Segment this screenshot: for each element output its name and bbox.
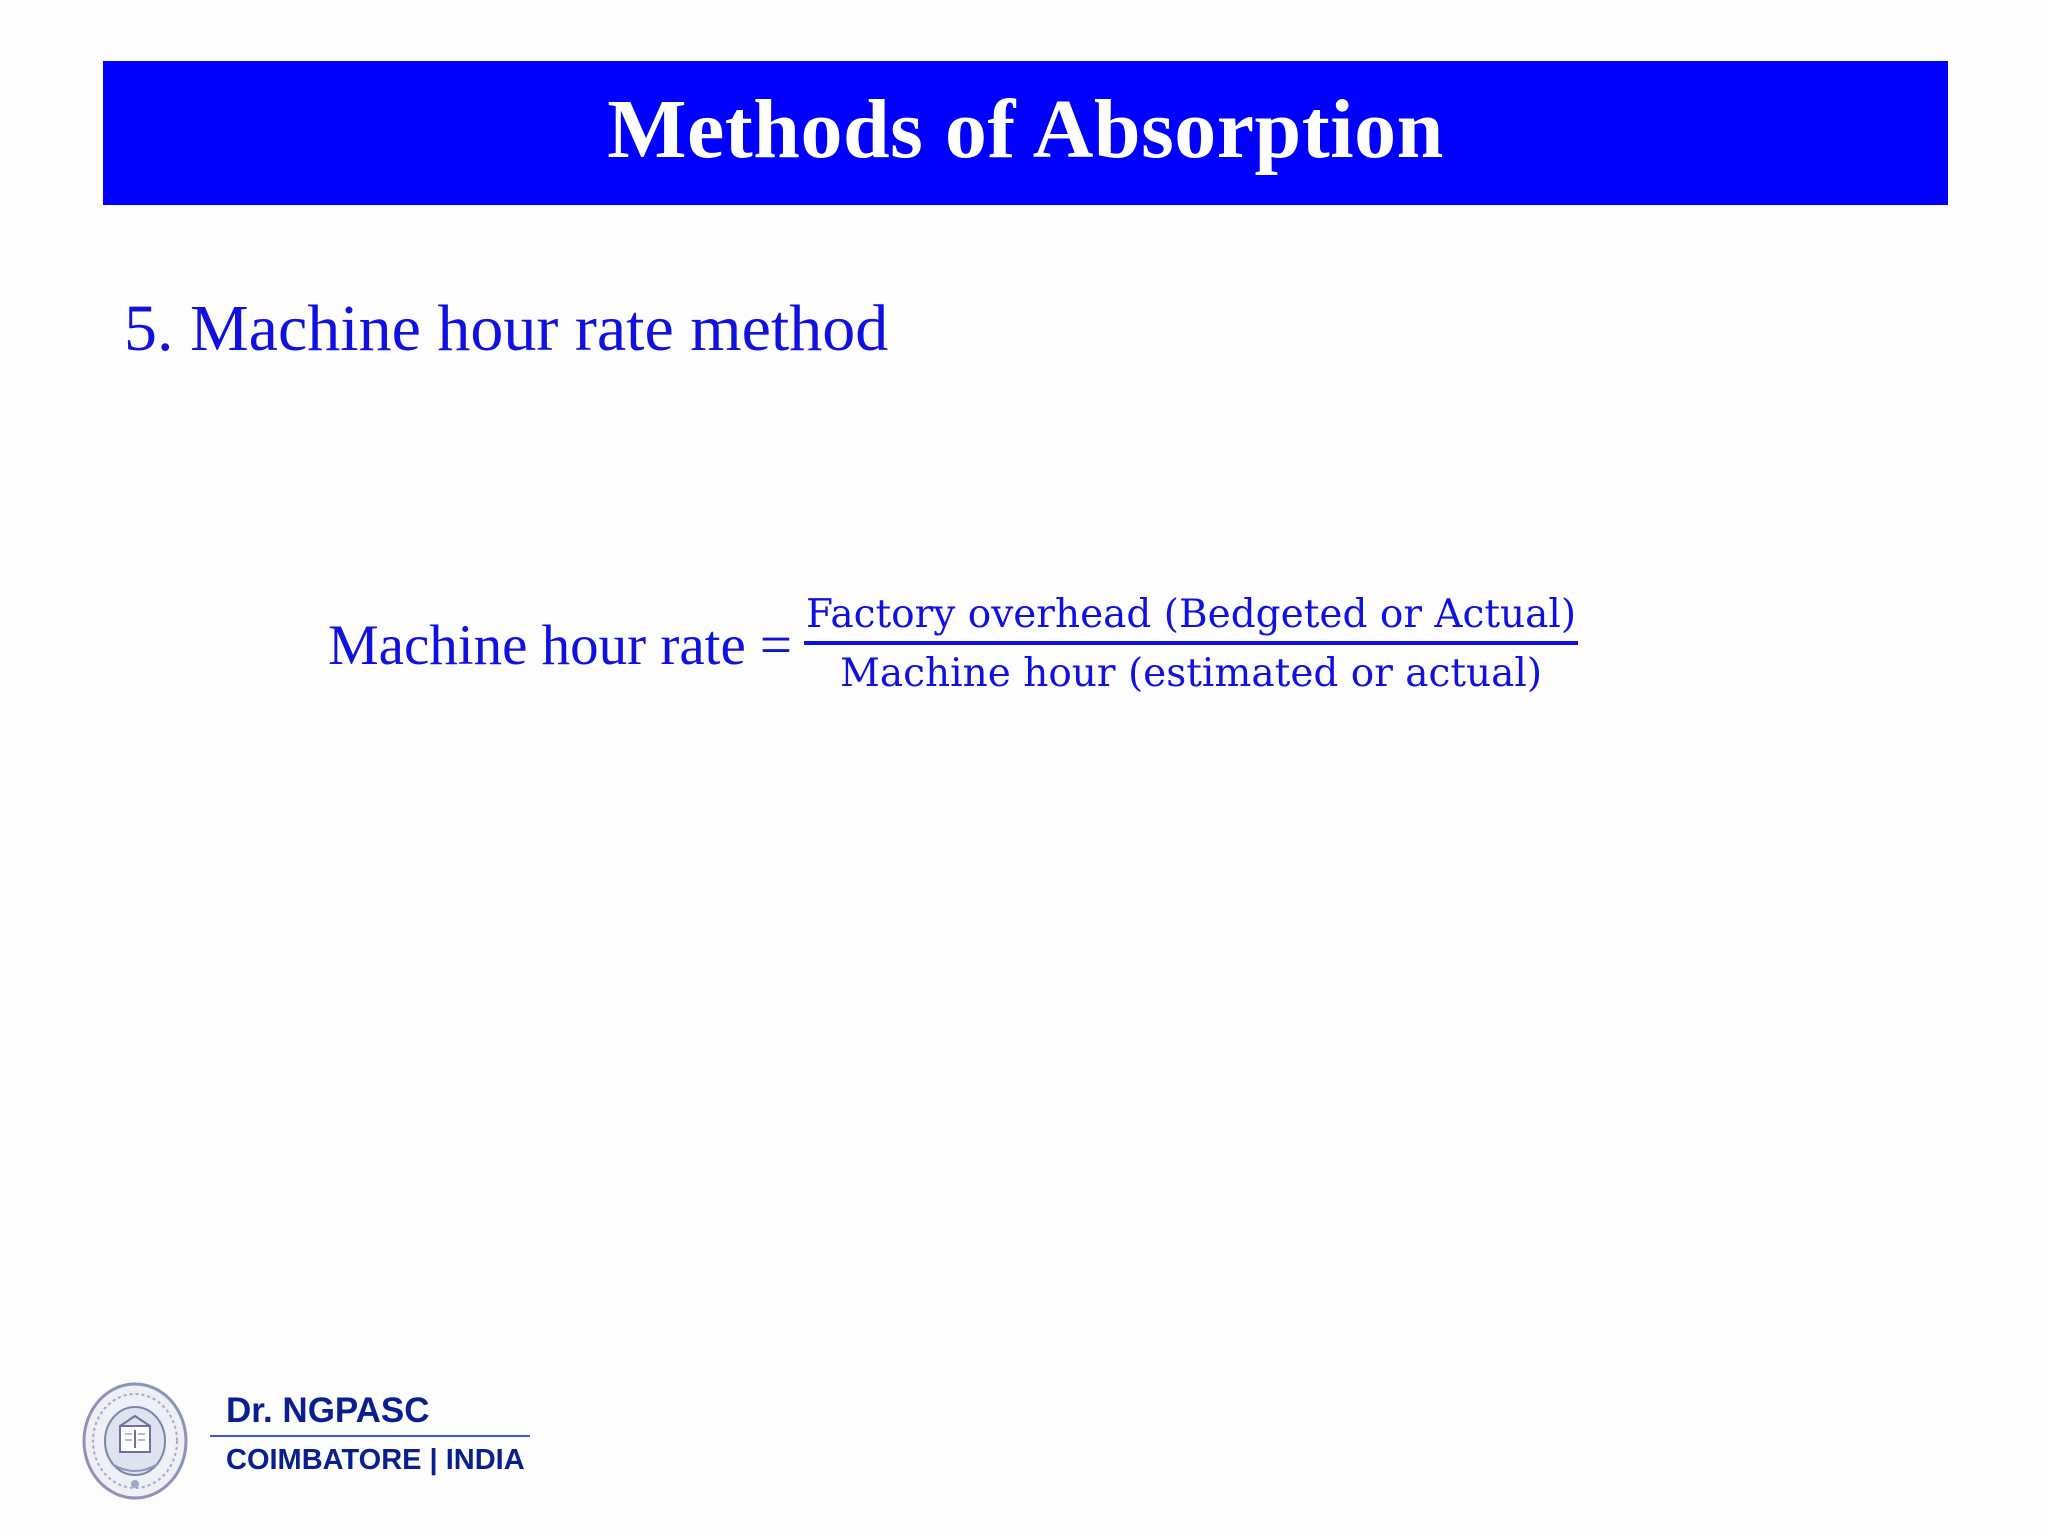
slide-title: Methods of Absorption [607, 83, 1444, 176]
slide-subtitle: 5. Machine hour rate method [124, 292, 889, 365]
formula-lhs: Machine hour rate [328, 613, 746, 677]
title-bar [103, 61, 1948, 205]
formula-fraction [804, 594, 1578, 696]
footer-branding [210, 1392, 530, 1476]
formula-denominator: Machine hour (estimated or actual) [839, 651, 1543, 696]
footer-location: COIMBATORE | INDIA [226, 1443, 525, 1476]
formula-numerator: Factory overhead (Bedgeted or Actual) [805, 592, 1577, 638]
formula [328, 590, 1578, 700]
footer-institution: Dr. NGPASC [210, 1392, 530, 1437]
formula-equals: = [759, 613, 792, 677]
college-emblem-icon [82, 1382, 188, 1500]
